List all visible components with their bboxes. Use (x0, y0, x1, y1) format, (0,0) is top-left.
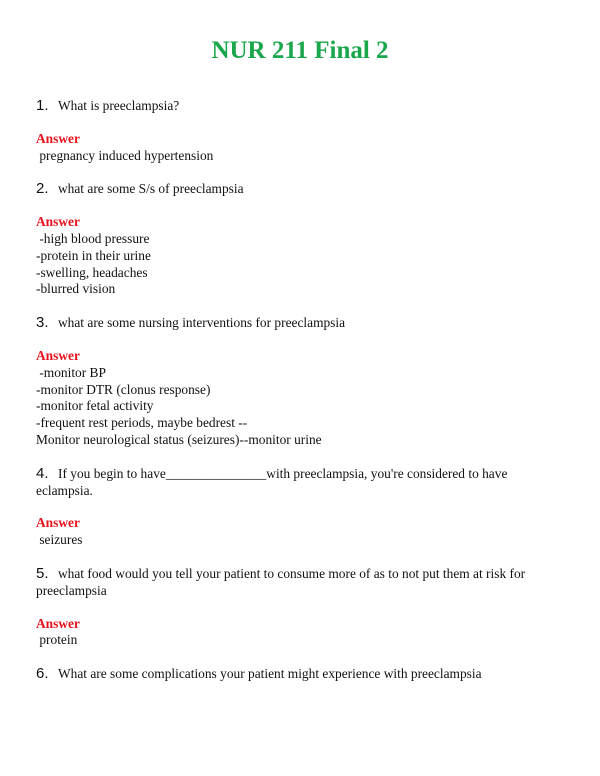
answer-line: -blurred vision (36, 281, 116, 297)
question-number: 3. (36, 314, 49, 332)
question-6 (36, 666, 536, 683)
question-list (36, 98, 536, 683)
question-number: 5. (36, 564, 49, 582)
question-number: 2. (36, 180, 49, 198)
question-text-continued: preeclampsia (36, 582, 107, 598)
answer-line: -high blood pressure (36, 230, 150, 246)
question-text: what are some S/s of preeclampsia (58, 181, 244, 197)
question-text: what food would you tell your patient to consume more of as to not put them at risk for (58, 565, 526, 581)
answer-line: Monitor neurological status (seizures)--monitor urine (36, 431, 322, 447)
question-5 (36, 566, 536, 583)
answer-label: Answer (36, 615, 80, 631)
question-number: 4. (36, 464, 49, 482)
answer-line: seizures (36, 532, 83, 548)
question-4 (36, 466, 536, 483)
answer-label: Answer (36, 214, 80, 230)
question-1 (36, 98, 536, 115)
answer-label: Answer (36, 347, 80, 363)
answer-line: pregnancy induced hypertension (36, 147, 214, 163)
question-text: If you begin to have_______________with preeclampsia, you're considered to have (58, 465, 508, 481)
answer-line: -protein in their urine (36, 247, 151, 263)
question-number: 1. (36, 97, 49, 114)
answer-line: -monitor DTR (clonus response) (36, 381, 211, 397)
answer-line: protein (36, 632, 78, 648)
answer-line: -swelling, headaches (36, 264, 148, 280)
question-2 (36, 181, 536, 198)
question-text-continued: eclampsia. (36, 482, 93, 498)
answer-label: Answer (36, 515, 80, 531)
question-text: What are some complications your patient might experience with preeclampsia (58, 666, 482, 682)
question-number: 6. (36, 665, 49, 683)
question-text: what are some nursing interventions for preeclampsia (58, 315, 346, 331)
question-text: What is preeclampsia? (58, 98, 180, 113)
answer-line: -monitor BP (36, 364, 106, 380)
answer-label: Answer (36, 130, 80, 146)
answer-line: -monitor fetal activity (36, 398, 154, 414)
question-3 (36, 315, 536, 332)
answer-line: -frequent rest periods, maybe bedrest -- (36, 415, 248, 431)
document-title: NUR 211 Final 2 (211, 37, 389, 64)
